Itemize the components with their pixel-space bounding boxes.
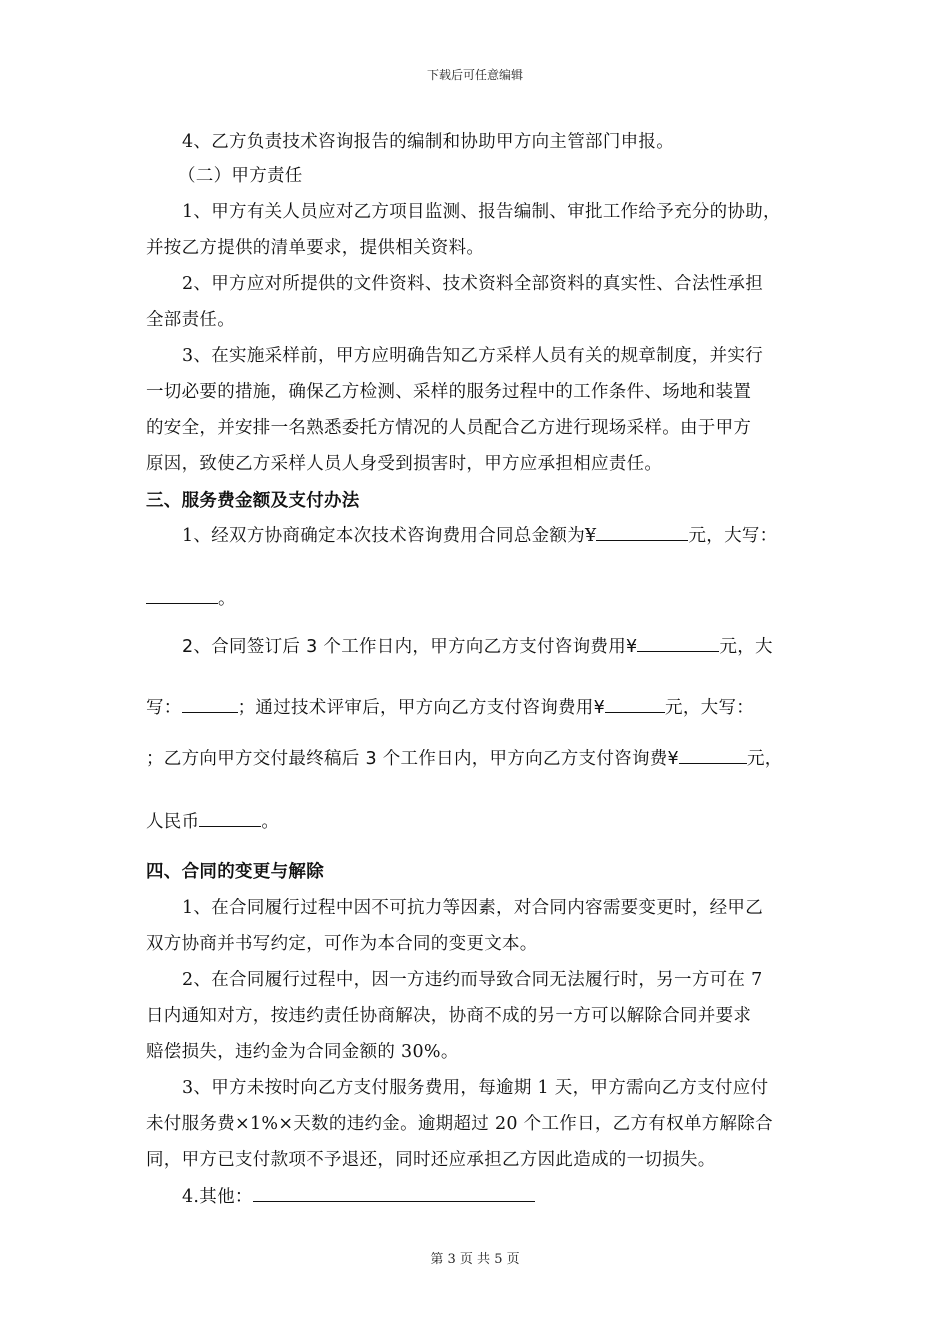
- other-label: 4.其他：: [182, 1187, 253, 1207]
- fee-clause-1-text-b: 元，大写：: [688, 526, 778, 546]
- other-terms-blank[interactable]: [253, 1184, 535, 1203]
- fee-clause-2-review: ；通过技术评审后，甲方向乙方支付咨询费用¥: [237, 698, 606, 718]
- fee-clause-2-rmb: 人民币: [146, 812, 200, 832]
- fee-clause-2-text: 2、合同签订后 3 个工作日内，甲方向乙方支付咨询费用¥: [182, 637, 638, 657]
- page-footer: 第 3 页 共 5 页: [430, 1252, 520, 1267]
- party-a-clause-3-line3: 的安全，并安排一名熟悉委托方情况的人员配合乙方进行现场采样。由于甲方: [146, 418, 752, 438]
- fee-clause-1-text: 1、经双方协商确定本次技术咨询费用合同总金额为¥: [182, 526, 597, 546]
- change-clause-3-line2: 未付服务费×1%×天数的违约金。逾期超过 20 个工作日，乙方有权单方解除合: [146, 1114, 773, 1134]
- change-clause-3-line1: 3、甲方未按时向乙方支付服务费用，每逾期 1 天，甲方需向乙方支付应付: [182, 1078, 769, 1098]
- first-payment-blank[interactable]: [637, 634, 719, 653]
- party-a-clause-3-line1: 3、在实施采样前，甲方应明确告知乙方采样人员有关的规章制度，并实行: [182, 346, 764, 366]
- fee-clause-2-text-b: 元，大: [719, 637, 773, 657]
- section-heading-change: 四、合同的变更与解除: [146, 862, 324, 882]
- party-a-clause-3-line2: 一切必要的措施，确保乙方检测、采样的服务过程中的工作条件、场地和装置: [146, 382, 752, 402]
- fee-clause-2-line1: [182, 633, 773, 658]
- change-clause-1-line2: 双方协商并书写约定，可作为本合同的变更文本。: [146, 934, 538, 954]
- fee-clause-2-write2: 元，大写：: [665, 698, 755, 718]
- fee-clause-1-line2: [146, 585, 236, 610]
- change-clause-3-line3: 同，甲方已支付款项不予退还，同时还应承担乙方因此造成的一切损失。: [146, 1150, 716, 1170]
- fee-clause-2-end: 。: [261, 812, 280, 832]
- fee-clause-2-write: 写：: [146, 698, 182, 718]
- fee-clause-2-final-b: 元，: [747, 749, 783, 769]
- change-clause-4: [182, 1183, 535, 1208]
- fee-clause-1-end: 。: [218, 589, 236, 609]
- section-heading-party-a: （二）甲方责任: [178, 166, 303, 186]
- page-header: 下载后可任意编辑: [426, 68, 523, 82]
- party-a-clause-2-line2: 全部责任。: [146, 310, 235, 330]
- final-payment-words-blank[interactable]: [199, 809, 261, 828]
- change-clause-2-line2: 日内通知对方，按违约责任协商解决，协商不成的另一方可以解除合同并要求: [146, 1006, 752, 1026]
- party-a-clause-3-line4: 原因，致使乙方采样人员人身受到损害时，甲方应承担相应责任。: [146, 454, 663, 474]
- party-a-clause-1-line2: 并按乙方提供的清单要求，提供相关资料。: [146, 238, 485, 258]
- change-clause-2-line3: 赔偿损失，违约金为合同金额的 30%。: [146, 1042, 459, 1062]
- change-clause-1-line1: 1、在合同履行过程中因不可抗力等因素，对合同内容需要变更时，经甲乙: [182, 898, 764, 918]
- change-clause-2-line1: 2、在合同履行过程中，因一方违约而导致合同无法履行时，另一方可在 7: [182, 970, 763, 990]
- section-heading-fees: 三、服务费金额及支付办法: [146, 491, 360, 511]
- total-amount-words-blank[interactable]: [146, 586, 218, 605]
- party-a-clause-1-line1: 1、甲方有关人员应对乙方项目监测、报告编制、审批工作给予充分的协助，: [182, 202, 781, 222]
- fee-clause-2-line3: [146, 745, 783, 770]
- second-payment-blank[interactable]: [605, 695, 665, 714]
- total-amount-blank[interactable]: [596, 523, 688, 542]
- party-a-clause-2-line1: 2、甲方应对所提供的文件资料、技术资料全部资料的真实性、合法性承担: [182, 274, 764, 294]
- fee-clause-1-line1: [182, 522, 777, 547]
- final-payment-blank[interactable]: [679, 746, 747, 765]
- first-payment-words-blank[interactable]: [182, 695, 238, 714]
- fee-clause-2-final: ；乙方向甲方交付最终稿后 3 个工作日内，甲方向乙方支付咨询费¥: [146, 749, 679, 769]
- clause-2-4: 4、乙方负责技术咨询报告的编制和协助甲方向主管部门申报。: [182, 132, 675, 152]
- fee-clause-2-line2: [146, 694, 754, 719]
- fee-clause-2-line4: [146, 808, 279, 833]
